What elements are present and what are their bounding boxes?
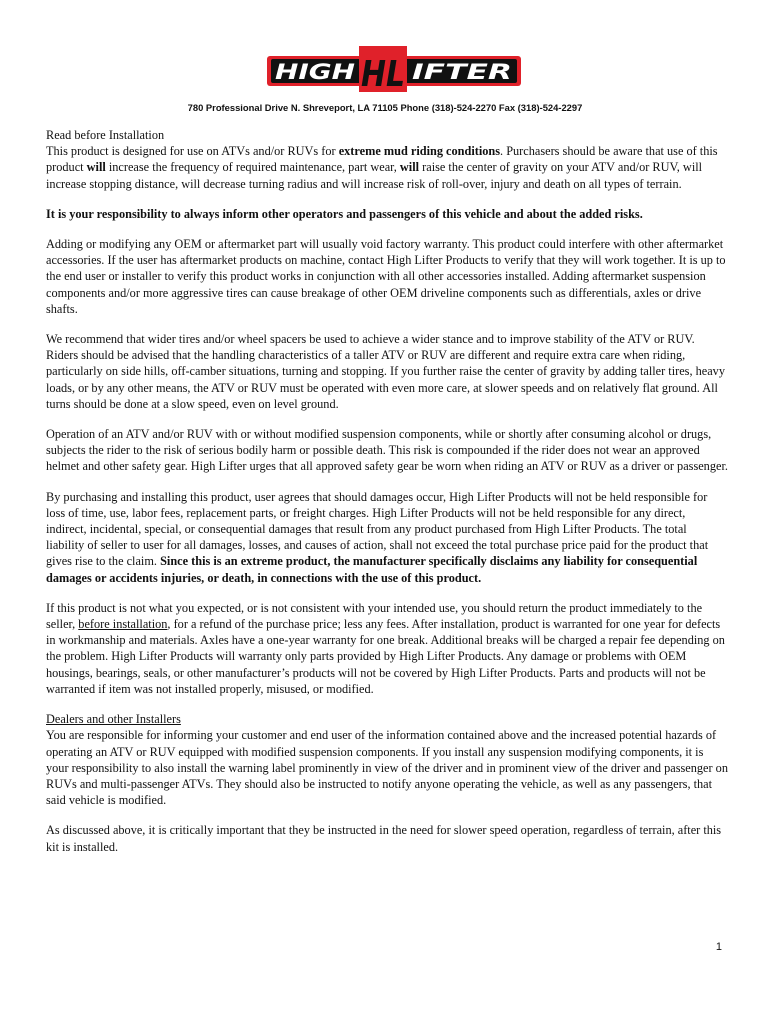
svg-text:HIGH: HIGH <box>275 60 356 84</box>
warranty-void-paragraph: Adding or modifying any OEM or aftermarket part will usually void factory warranty. This product could interfere with other aftermarket accessories. If the user has aftermarket products on machine, contact High Lifter Products to verify that they will work together. It is up to the end user or installer to verify this product works in conjunction with all other accessories installed. Adding aftermarket suspension components and/or more aggressive tires can cause breakage of other OEM driveline components such as differentials, axles or drive shafts. <box>46 237 726 316</box>
stability-paragraph: We recommend that wider tires and/or wheel spacers be used to achieve a wider stance and to improve stability of the ATV or RUV. Riders should be advised that the handling characteristics of a taller ATV or RUV are different and require extra care when riding, particularly on side hills, off-camber situations, turning and stopping. If you further raise the center of gravity by adding taller tires, heavy loads, or by any other means, the ATV or RUV must be operated with even more care, at slower speeds and on relatively flat ground. All turns should be done at a slow speed, even on level ground. <box>46 332 725 411</box>
high-lifter-logo <box>262 44 526 94</box>
page-number: 1 <box>715 941 722 953</box>
svg-text:IFTER: IFTER <box>412 60 512 84</box>
company-address: 780 Professional Drive N. Shreveport, LA 71105 Phone (318)-524-2270 Fax (318)-524-2297 <box>187 102 583 113</box>
slow-speed-paragraph: As discussed above, it is critically important that they be instructed in the need for slower speed operation, regardless of terrain, after this kit is installed. <box>46 823 722 854</box>
svg-text:HL: HL <box>361 54 405 94</box>
responsibility-warning: It is your responsibility to always inform other operators and passengers of this vehicle and about the added risks. <box>46 206 643 221</box>
intro-paragraph: This product is designed for use on ATVs and/or RUVs for extreme mud riding conditions. Purchasers should be aware that use of this product will increase the frequency of required maintenance, part wear, will raise the center of gravity on your ATV and/or RUV, will increase stopping distance, will decrease turning radius and will increase risk of roll-over, injury and death on all types of terrain. <box>46 144 718 191</box>
dealers-title: Dealers and other Installers <box>46 712 181 727</box>
return-policy-paragraph: If this product is not what you expected, or is not consistent with your intended use, you should return the product immediately to the seller, before installation, for a refund of the purchase price; less any fees. After installation, product is warranted for one year for defects in workmanship and materials. Axles have a one-year warranty for one break. Additional breaks will be charged a repair fee depending on the problem. High Lifter Products will warranty only parts provided by High Lifter Products. Any damage or problems with OEM housings, bearings, seals, or other manufacturer’s products will not be covered by High Lifter Products. Parts and products will not be warranted if item was not installed properly, misused, or modified. <box>46 600 725 696</box>
liability-paragraph: By purchasing and installing this product, user agrees that should damages occur, High Lifter Products will not be held responsible for loss of time, use, labor fees, replacement parts, or freight charges. High Lifter Products will not be held responsible for any direct, indirect, incidental, special, or consequential damages that result from any product purchased from High Lifter Products. The total liability of seller to user for all damages, losses, and causes of action, shall not exceed the total purchase price paid for the product that gives rise to the claim. Since this is an extreme product, the manufacturer specifically disclaims any liability for consequential damages or accidents injuries, or death, in connections with the use of this product. <box>46 489 709 585</box>
document-body <box>46 127 728 869</box>
dealers-paragraph: You are responsible for informing your customer and end user of the information contained above and the increased potential hazards of operating an ATV or RUV equipped with modified suspension components. If you install any suspension modifying components, it is your responsibility to also install the warning label prominently in view of the driver and in prominent view of the driver and passenger on RUVs and multi-passenger ATVs. They should also be instructed to notify anyone operating the vehicle, as well as any passengers, that said vehicle is modified. <box>46 728 728 808</box>
read-before-title: Read before Installation <box>46 128 165 142</box>
alcohol-warning-paragraph: Operation of an ATV and/or RUV with or without modified suspension components, while or shortly after consuming alcohol or drugs, subjects the rider to the risk of serious bodily harm or possible death. This risk is compounded if the rider does not wear an approved helmet and other safety gear. High Lifter urges that all approved safety gear be worn when riding an ATV or RUV as a driver or passenger. <box>46 427 728 474</box>
